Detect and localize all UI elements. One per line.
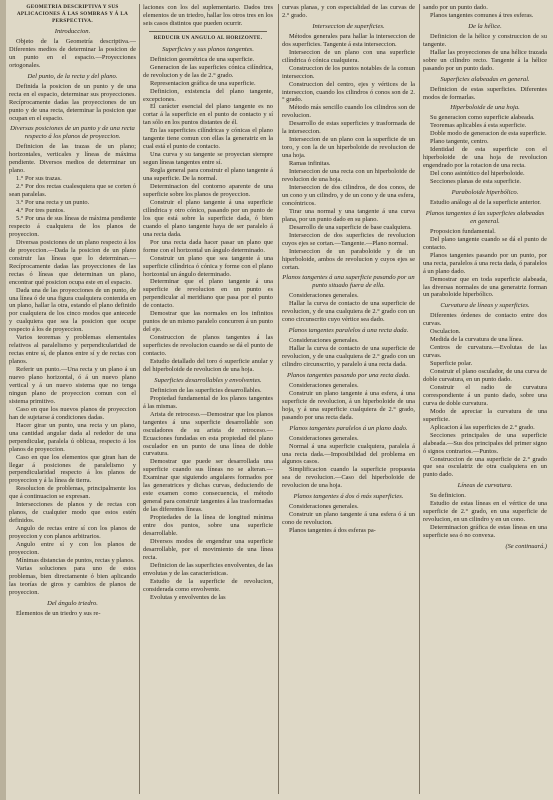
paragraph: Su generacion como superficie alabeada. xyxy=(430,114,535,122)
paragraph: Hacer girar un punto, una recta y un plano, una cantidad angular dada al rededor de una perpendicular, paralela ú oblicua, respecto á los planos de proyeccion. xyxy=(9,421,136,453)
paragraph: Planos tangentes á dos esferas pa- xyxy=(289,527,376,535)
paragraph: Del plano tangente cuando se dá el punto de contacto. xyxy=(423,235,547,251)
subsection-title: Superficies alabeadas en general. xyxy=(440,75,530,83)
paragraph: Propiedades de la línea de longitud mínima entre dos puntos, sobre una superficie desarrollable. xyxy=(143,514,273,537)
paragraph: Hallar las proyecciones de una hélice trazada sobre un cilindro recto. Tangente á la hélice pasando por un punto dado. xyxy=(423,48,547,72)
paragraph: Planos tangentes pasando por un punto, por una recta, paralelos á una recta dada, ó paralelos á un plano dado. xyxy=(423,251,547,275)
paragraph: Identidad de esta superficie con el hiperboloide de una hoja de revolucion engendrado por la rotacion de una recta. xyxy=(423,146,547,170)
paragraph: 2.° Por dos rectas cualesquiera que se corten ó sean paralelas. xyxy=(9,183,136,199)
paragraph: Aplicacion á las superficies de 2.° grado. xyxy=(430,423,535,431)
paragraph: Objeto de la Geometría descriptiva.—Diferentes medios de determinar la posicion de un punto en el espacio.—Proyecciones ortogonales. xyxy=(9,37,136,69)
paragraph: Resolucion de problemas, principalmente los que á continuacion se expresan. xyxy=(9,485,136,501)
paragraph: Demostrar que en toda superficie alabeada, las diversas normales de una generatriz forman un paraboloide hiperbólico. xyxy=(423,275,547,299)
paragraph: Determinacion gráfica de estas líneas en una superficie sea ó no convexa. xyxy=(423,524,547,540)
subsection-title: Superficies y sus planos tangentes. xyxy=(162,45,254,53)
paragraph: Interseccion de una recta con un hiperboloide de revolucion de una hoja. xyxy=(282,168,415,184)
paragraph: Evolutas y envolventes de las xyxy=(150,593,226,601)
paragraph: Definida la posicion de un punto y de una recta en el espacio, determinar sus proyecciones. Recíprocamente dadas las proyecciones de un punto y de una recta, determinar la posicion que ocupan en el espacio. xyxy=(9,82,136,122)
paragraph: 4.° Por tres puntos. xyxy=(16,207,65,215)
text-column-1 xyxy=(9,4,136,794)
paragraph: Determinar que el plano tangente á una superficie de revolucion en un punto es perpendicular al meridiano que pasa por el punto de contacto. xyxy=(143,278,273,310)
paragraph: Interseccion de un paraboloide y de un hiperboloide, ambos de revolucion y cuyos ejes se cortan. xyxy=(282,247,415,271)
paragraph: Diversos modos de engendrar una superficie desarrollable, por el movimiento de una línea recta. xyxy=(143,537,273,561)
paragraph: Estudio detallado del toro ó superficie anular y del hiperboloide de revolucion de una hoja. xyxy=(143,357,273,373)
paragraph: Desarrollo de una superficie de base cualquiera. xyxy=(289,223,412,231)
paragraph: En las superficies cilíndricas y cónicas el plano tangente tiene comun con ellas la generatriz en la cual está el punto de contacto. xyxy=(143,127,273,151)
paragraph: Definicion de las superficies envolventes, de las envolutas y de las características. xyxy=(143,561,273,577)
paragraph: Definicion de la hélice y construccion de su tangente. xyxy=(423,32,547,48)
paragraph: 1.° Por sus trazas. xyxy=(16,175,62,183)
subsection-title: Hiperboloide de una hoja. xyxy=(450,104,520,112)
paragraph: Demostrar que puede ser desarrollada una superficie cuando sus líneas no se alteran.—Examinar que siguiendo angulares formados por las generatrices y dichas curvas, deduciendo de este examen como consecuencia, el método general para construir tangentes á las trasformadas de las diferentes líneas. xyxy=(143,458,273,514)
subsection-title: Curvatura de líneas y superficies. xyxy=(440,302,530,310)
paragraph: Proposicion fundamental. xyxy=(430,227,496,235)
paragraph: Métodos generales para hallar la interseccion de dos superficies. Tangente á esta interseccion. xyxy=(282,32,415,48)
column-rule xyxy=(139,4,140,794)
paragraph: El carácter esencial del plano tangente es no cortar á la superficie en el punto de contacto y sí tan sólo en los puntos distantes de él. xyxy=(143,103,273,127)
paragraph: Elementos de un triedro y sus re- xyxy=(16,609,101,617)
text-column-2 xyxy=(143,4,273,794)
paragraph: Estudio de estas líneas en el vértice de una superficie de 2.° grado, en una superficie de revolucion, en un cilindro y en un cono. xyxy=(423,500,547,524)
paragraph: Generacion de las superficies cónica cilíndrica, de revolucion y de las de 2.° grado. xyxy=(143,63,273,79)
paragraph: Construccion de planos tangentes á las superficies de revolucion cuando se dá el punto de contacto. xyxy=(143,334,273,358)
paragraph: Interseccion de dos superficies de revolucion cuyos ejes se cortan.—Tangente.—Plano normal. xyxy=(282,231,415,247)
separator-rule xyxy=(149,31,267,32)
paragraph: Interseccion de un plano con una superficie cilíndrica ó cónica cualquiera. xyxy=(282,48,415,64)
paragraph: Consideraciones generales. xyxy=(289,337,359,345)
paragraph: Varias soluciones para uno de estos problemas, bien directamente ó bien aplicando las teorías de giros y cambios de planos de proyeccion. xyxy=(9,564,136,596)
subsection-title: Planos tangentes á una superficie pasando por un punto situado fuera de ella. xyxy=(282,274,415,290)
paragraph: Medida de la curvatura de una línea. xyxy=(430,336,524,344)
paragraph-continuation: sando por un punto dado. xyxy=(423,4,488,11)
paragraph: Interseccion de dos cilindros, de dos conos, de un cono y un cilindro, y de un cono y de una esfera, concéntricos. xyxy=(282,183,415,207)
paragraph: Interseccion de un plano con la superficie de un toro, y con la de un hiperboloide de revolucion de una hoja. xyxy=(282,136,415,160)
paragraph: Caso en que los elementos que giran han de llegar á posiciones de paralelismo y perpendicularidad respecto á los planos de proyeccion y á la línea de tierra. xyxy=(9,453,136,485)
paragraph: Angulo de rectas entre sí con los planos de proyeccion y con planos arbitrarios. xyxy=(9,525,136,541)
text-column-3 xyxy=(282,4,415,794)
subsection-title: Planos tangentes paralelos á un plano dado. xyxy=(289,424,408,432)
subsection-title: Planos tangentes á las superficies alabeadas en general. xyxy=(425,209,545,225)
paragraph: Planos tangentes comunes á tres esferas. xyxy=(430,11,534,19)
paragraph: Normal á una superficie cualquiera, paralela á una recta dada.—Imposibilidad del problema en algunos casos. xyxy=(282,442,415,466)
paragraph: Construir el radio de curvatura correspondiente á un punto dado, sobre una curva de doble curvatura. xyxy=(423,383,547,407)
subsection-title: Interseccion de superficies. xyxy=(312,22,385,30)
paragraph: 5.° Por una de sus líneas de máxima pendiente respecto á cualquiera de los planos de proyeccion. xyxy=(9,214,136,238)
subsection-title: Planos tangentes paralelos á una recta dada. xyxy=(288,327,409,335)
paragraph: Referir un punto.—Una recta y un plano á un nuevo plano horizontal, ó á un nuevo plano vertical y á un nuevo sistema que no tenga ningun plano de proyeccion comun con el sistema primitivo. xyxy=(9,366,136,405)
paragraph: Demostrar que las normales en los infinitos puntos de un mismo paralelo concurren á un punto del eje. xyxy=(143,310,273,334)
paragraph: Tirar una normal y una tangente á una curva plana, por un punto dado en su plano. xyxy=(282,207,415,223)
paragraph: Superficie polar. xyxy=(430,360,473,368)
paragraph: Estudio de la superficie de revolucion, considerada como envolvente. xyxy=(143,577,273,593)
paragraph: Estudio análogo al de la superficie anterior. xyxy=(430,198,541,206)
paragraph: Desarrollo de estas superficies y trasformada de la interseccion. xyxy=(282,120,415,136)
text-column-4 xyxy=(423,4,547,794)
paragraph: Doble modo de generacion de esta superficie. xyxy=(430,130,547,138)
paragraph: Teoremas aplicables á esta superficie. xyxy=(430,122,527,130)
paragraph: Osculacion. xyxy=(430,328,461,336)
paragraph: Definicion de las superficies desarrollables. xyxy=(150,386,262,394)
paragraph: Definicion geométrica de una superficie. xyxy=(150,55,255,63)
paragraph: Del cono asintótico del hiperboloide. xyxy=(430,170,525,178)
section-heading: REDUCIR UN ANGULO AL HORIZONTE. xyxy=(153,34,263,41)
paragraph: Definicion de las trazas de un plano; horizontales, verticales y líneas de máxima pendiente. Diversos medios de determinar un plano. xyxy=(9,143,136,175)
paragraph: Construccion de los puntos notables de la comun interseccion. xyxy=(282,64,415,80)
paragraph: Construir el plano tangente á una superficie cilíndrica y otro cónico, pasando por un punto de los que está sobre la superficie dada, ó bien cuando el plano tangente haya de ser paralelo á una recta dada. xyxy=(143,198,273,238)
paragraph: Propiedad fundamental de los planos tangentes á las mismas. xyxy=(143,394,273,410)
paragraph-continuation: curvas planas, y con especialidad de las curvas de 2.° grado. xyxy=(282,4,415,19)
subsection-title: Planos tangentes á dos ó más superficies. xyxy=(293,493,404,501)
paragraph: Construir un plano tangente á una esfera ó á un cono de revolucion. xyxy=(282,511,415,527)
paragraph-continuation: laciones con los del suplementario. Dados tres elementos de un triedro, hallar los otros tres en los seis casos distintos que pueden ocurrir. xyxy=(143,4,273,27)
paragraph: Varios teoremas y problemas elementales relativos al paralelismo y perpendicularidad de rectas entre sí, de planos entre sí y de rectas con planos. xyxy=(9,334,136,366)
paragraph: Hallar la curva de contacto de una superficie de revolucion, y de una cualquiera de 2.° grado con un cilindro circunscrito, y paralelo á una recta dada. xyxy=(282,345,415,368)
paragraph: Construccion de una superficie de 2.° grado que sea osculatriz de otra cualquiera en un punto dado. xyxy=(423,455,547,479)
section-heading: GEOMETRÍA DESCRIPTIVA Y SUS APLICACIONES Á LAS SOMBRAS Y Á LA PERSPECTIVA. xyxy=(16,4,129,24)
paragraph: Simplificacion cuando la superficie propuesta sea de revolucion.—Caso del hiperboloide de revolucion de una hoja. xyxy=(282,466,415,490)
paragraph: 3.° Por una recta y un punto. xyxy=(16,199,90,207)
paragraph: Plano tangente, centro. xyxy=(430,138,489,146)
paragraph: Construccion del centro, ejes y vértices de la interseccion, cuando los cilindros ó conos son de 2.° grado. xyxy=(282,80,415,104)
paragraph: Construir un plano que sea tangente á una superficie cilíndrica ó cónica y forme con el plano horizontal un ángulo determinado. xyxy=(143,254,273,278)
subsection-title: Paraboloide hiperbólico. xyxy=(451,189,519,197)
paragraph: Regla general para construir el plano tangente á una superficie. De la normal. xyxy=(143,167,273,183)
paragraph: Secciones principales de una superficie alabeada.—Sus dos principales del primer signo ó signos contrarios.—Puntos. xyxy=(423,431,547,455)
paragraph: Su definicion. xyxy=(430,492,466,500)
subsection-title: Del punto, de la recta y del plano. xyxy=(27,72,118,80)
paragraph: Dada una de las proyecciones de un punto, de una línea ó de una figura cualquiera contenida en un plano, hallar la otra, estando el plano definido por cualquiera de los cinco modos que antecede y cualquiera que sea la posicion que ocupe respecto á los de proyeccion. xyxy=(9,286,136,334)
subsection-title: Superficies desarrollables y envolventes. xyxy=(154,376,262,384)
paragraph: Construir el plano osculador, de una curva de doble curvatura, en un punto dado. xyxy=(423,368,547,383)
paragraph: Hallar la curva de contacto de una superficie de revolucion, y de una cualquiera de 2.° grado con un cono circunscrito cuyo vértice sea dado. xyxy=(282,300,415,324)
subsection-title: Líneas de curvatura. xyxy=(457,482,513,490)
subsection-title: De la hélice. xyxy=(468,22,502,30)
paragraph: Definicion, existencia del plano tangente, excepciones. xyxy=(143,87,273,103)
column-rule xyxy=(419,4,420,794)
paragraph: Secciones planas de esta superficie. xyxy=(430,178,522,186)
paragraph: Modo de apreciar la curvatura de una superficie. xyxy=(423,407,547,423)
subsection-title: Diversas posiciones de un punto y de una recta respecto á los planos de proyeccion. xyxy=(10,125,135,141)
paragraph: Arista de retroceso.—Demostrar que los planos tangentes á una superficie desarrollable son osculadores de su arista de retroceso.—Ecuaciones fundadas en esta propiedad del plano osculador en un punto de una línea de doble curvatura. xyxy=(143,410,273,458)
paragraph: Determinacion del contorno aparente de una superficie sobre los planos de proyeccion. xyxy=(143,183,273,198)
paragraph: Consideraciones generales. xyxy=(289,434,359,442)
subsection-title: Introduccion. xyxy=(54,28,91,35)
paragraph: Ramas infinitas. xyxy=(289,160,331,168)
paragraph: Construir un plano tangente á una esfera, á una superficie de revolucion, á un hiperboloide de una hoja, y á una superficie cualquiera de 2.° grado, pasando por una recta dada. xyxy=(282,389,415,421)
subsection-title: Planos tangentes pasando por una recta dada. xyxy=(286,371,410,379)
paragraph: Por una recta dada hacer pasar un plano que forme con el horizontal un ángulo determinado. xyxy=(143,238,273,254)
paragraph: Diversas posiciones de un plano respecto á los de proyeccion.—Dada la posicion de un plano construir las líneas que lo determinan.—Recíprocamente dadas las proyecciones de las rectas ó líneas que determinan un plano, encontrar qué posicion ocupa este en el espacio. xyxy=(9,238,136,286)
continuation-note: (Se continuará.) xyxy=(505,543,547,551)
paragraph: Consideraciones generales. xyxy=(289,503,359,511)
paragraph: Representacion gráfica de una superficie. xyxy=(150,79,256,87)
paragraph: Definicion de estas superficies. Diferentes modos de formarlas. xyxy=(423,85,547,101)
column-rule xyxy=(278,4,279,794)
paragraph: Caso en que los nuevos planos de proyeccion han de sujetarse á condiciones dadas. xyxy=(9,405,136,421)
paragraph: Centros de curvatura.—Evolutas de las curvas. xyxy=(423,344,547,360)
subsection-title: Del ángulo triedro. xyxy=(47,599,98,607)
paragraph: Angulo entre sí y con los planos de proyeccion. xyxy=(9,541,136,556)
paragraph: Una curva y su tangente se proyectan siempre segun líneas tangentes entre sí. xyxy=(143,151,273,167)
paragraph: Método más sencillo cuando los cilindros son de revolucion. xyxy=(282,104,415,120)
paragraph: Intersecciones de planos y de rectas con planos, de cualquier modo que estos estén definidos. xyxy=(9,501,136,525)
paragraph: Mínimas distancias de puntos, rectas y planos. xyxy=(16,556,135,564)
paragraph: Consideraciones generales. xyxy=(289,381,359,389)
paragraph: Consideraciones generales. xyxy=(289,292,359,300)
paragraph: Diferentes órdenes de contacto entre dos curvas. xyxy=(423,312,547,328)
